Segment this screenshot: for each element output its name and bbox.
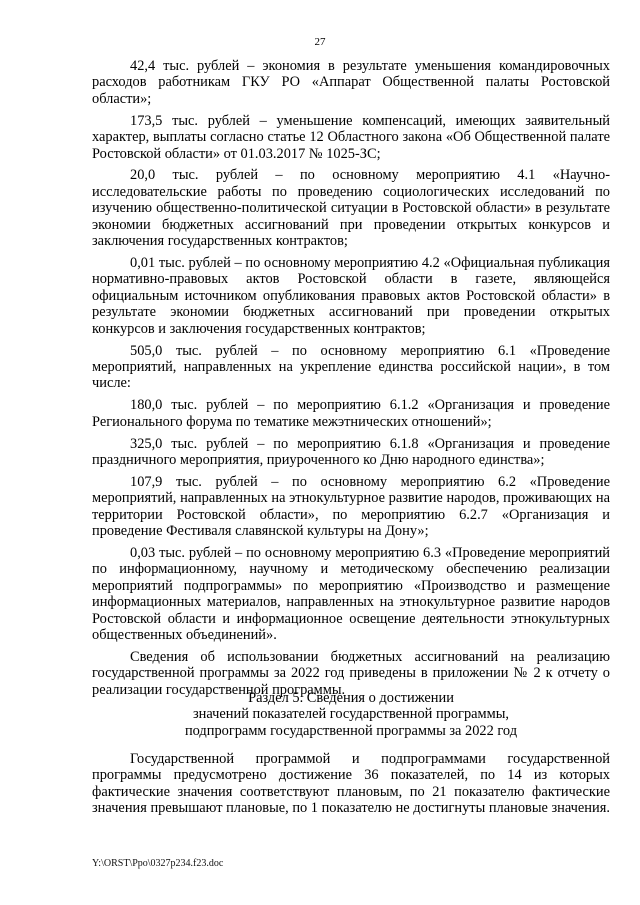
- paragraph-budget-usage: Сведения об использовании бюджетных ассигнований на реализацию государственной программы за 2022 год приведены в приложении № 2 к отчету о реализации государственной программы.: [92, 648, 610, 698]
- section-heading-line: Раздел 5. Сведения о достижении: [248, 690, 454, 706]
- body-text: [92, 58, 610, 704]
- paragraph-measure-6-1-2: 180,0 тыс. рублей – по мероприятию 6.1.2 «Организация и проведение Регионального форума по тематике межэтнических отношений»;: [92, 397, 610, 430]
- page-number: 27: [314, 36, 326, 48]
- section-heading-line: подпрограмм государственной программы за 2022 год: [184, 722, 518, 739]
- paragraph-savings-travel: 42,4 тыс. рублей – экономия в результате уменьшения командировочных расходов работникам ГКУ РО «Аппарат Общественной палаты Ростовской области»;: [92, 58, 610, 107]
- paragraph-measure-6-1-8: 325,0 тыс. рублей – по мероприятию 6.1.8 «Организация и проведение праздничного мероприятия, приуроченного ко Дню народного единства»;: [92, 435, 610, 468]
- section-heading: [92, 690, 610, 739]
- file-path-footer: Y:\ORST\Ppo\0327p234.f23.doc: [92, 858, 224, 869]
- paragraph-indicators: Государственной программой и подпрограммами государственной программы предусмотрено достижение 36 показателей, по 14 из которых фактические значения соответствуют плановым, по 21 показателю фактические значения превышают плановые, по 1 показателю не достигнуты плановые значения.: [92, 751, 610, 817]
- paragraph-measure-6-1: 505,0 тыс. рублей – по основному мероприятию 6.1 «Проведение мероприятий, направленных на укрепление единства российской нации», в том числе:: [92, 342, 610, 392]
- conclusion-text: [92, 751, 610, 817]
- paragraph-compensation: 173,5 тыс. рублей – уменьшение компенсаций, имеющих заявительный характер, выплаты согласно статье 12 Областного закона «Об Общественной палате Ростовской области» от 01.03.2017 № 1025-ЗС;: [92, 112, 610, 162]
- paragraph-measure-4-2: 0,01 тыс. рублей – по основному мероприятию 4.2 «Официальная публикация нормативно-правовых актов Ростовской области в газете, являющейся официальным источником опубликования правовых актов Ростовской области» в результате экономии бюджетных ассигнований при проведении открытых конкурсов и заключения государственных контрактов;: [92, 254, 610, 337]
- section-heading-line: значений показателей государственной программы,: [192, 706, 510, 723]
- paragraph-measure-4-1: 20,0 тыс. рублей – по основному мероприятию 4.1 «Научно-исследовательские работы по проведению социологических исследований по изучению общественно-политической ситуации в Ростовской области» в результате экономии бюджетных ассигнований при проведении открытых конкурсов и заключения государственных контрактов;: [92, 167, 610, 250]
- paragraph-measure-6-3: 0,03 тыс. рублей – по основному мероприятию 6.3 «Проведение мероприятий по информационному, научному и методическому обеспечению реализации мероприятий подпрограммы» по мероприятию «Производство и размещение информационных материалов, направленных на этнокультурное развитие народов Ростовской области и информационное освещение деятельности этнокультурных общественных объединений».: [92, 544, 610, 643]
- paragraph-measure-6-2: 107,9 тыс. рублей – по основному мероприятию 6.2 «Проведение мероприятий, направленных на этнокультурное развитие народов, проживающих на территории Ростовской области», по мероприятию 6.2.7 «Организация и проведение Фестиваля славянской культуры на Дону»;: [92, 473, 610, 540]
